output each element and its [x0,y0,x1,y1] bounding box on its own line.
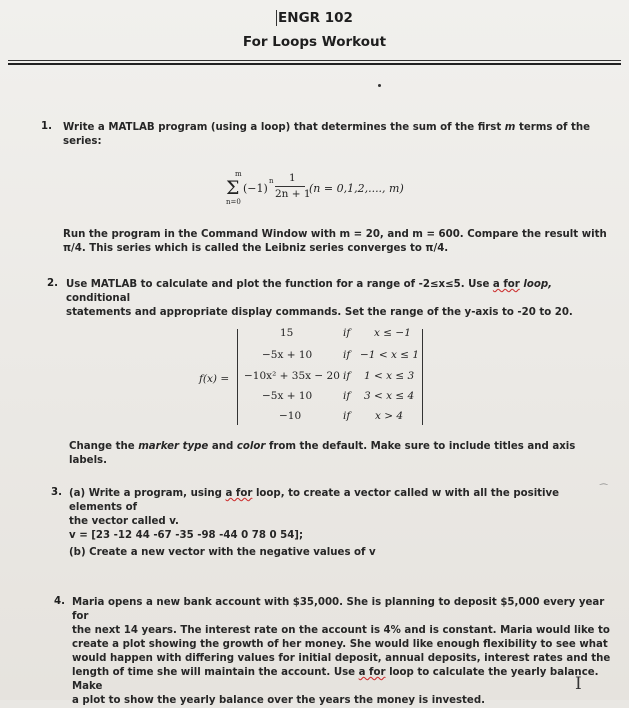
q2-prompt: Use MATLAB to calculate and plot the function for a range of -2≤x≤5. Use a for loop, conditional statements and appropriate display commands. Set the range of the y-axis to -20 to 20. [66,279,573,318]
q3-prompt: (a) Write a program, using a for loop, to create a vector called w with all the positive elements of the vector called v. v = [23 -12 44 -67 -35 -98 -44 0 78 0 54]; [69,488,560,541]
left-brace [237,329,238,425]
course-title: ENGR 102 [278,10,353,26]
stray-dot [378,84,381,87]
q2-plot-instructions: Change the marker type and color from the default. Make sure to include titles and axis labels. [69,441,576,466]
q4-prompt: Maria opens a new bank account with $35,000. She is planning to deposit $5,000 every year for the next 14 years. The interest rate on the account is 4% and is constant. Maria would like to create a plot showing the growth of her money. She would like enough flexibility to see what would happen with differing values for initial deposit, annual deposits, interest rates and the length of time she will maintain the account. Use a for loop to calculate the yearly balance. Make a plot to show the yearly balance over the years the money is invested. [72,597,611,706]
q1-prompt: Write a MATLAB program (using a loop) that determines the sum of the first m terms of the series: [63,122,591,147]
margin-mark: ⁀ [600,485,608,495]
fraction-bar [275,186,305,187]
q4-number: 4. [54,596,65,607]
right-brace [422,329,423,425]
q3-part-b: (b) Create a new vector with the negative values of v [69,547,376,558]
text-cursor-icon: I [575,674,582,694]
q2-number: 2. [47,278,58,289]
worksheet-title: For Loops Workout [242,34,387,50]
header-rule-thick [8,63,621,65]
document-page: ENGR 102 For Loops Workout 1. Write a MATLAB program (using a loop) that determines the sum of the first m terms of the series: m Σ n=0 (−1) n 1 2n + 1 (n = 0,1,2,...., m) Run the program in the Command Window with m = 20, and m = 600. Compare the result with π/4. This series which is called the Leibniz series converges to π/4. 2. Use MATLAB to calculate and plot the function for a range of -2≤x≤5. Use a for loop, conditional statements and appropriate display commands. Set the range of the y-axis to -20 to 20. f(x) = 15 if x ≤ −1 −5x + 10 if −1 < x ≤ 1 −10x² + 35x − 20 if 1 < x ≤ 3 −5x + 10 if 3 < x ≤ 4 −10 if x > 4 Change the marker type and color from the default. Make sure to include titles and axis labels. 3. (a) Write a program, using a for loop, to create a vector called w with all the positive elements of the vector called v. v = [23 -12 44 -67 -35 -98 -44 0 78 0 54]; (b) Create a new vector with the negative values of v ⁀ 4. Maria opens a new bank account with $35,000. She is planning to deposit $5,000 every year for the next 14 years. The interest rate on the account is 4% and is constant. Maria would like to create a plot showing the growth of her money. She would like enough flexibility to see what would happen with differing values for initial deposit, annual deposits, interest rates and the length of time she will maintain the account. Use a for loop to calculate the yearly balance. Make a plot to show the yearly balance over the years the money is invested. I [0,0,629,700]
q1-number: 1. [41,121,52,132]
q1-instructions: Run the program in the Command Window with m = 20, and m = 600. Compare the result with π/4. This series which is called the Leibniz series converges to π/4. [63,229,607,254]
header-rule-thin [8,60,621,61]
q3-number: 3. [51,487,62,498]
